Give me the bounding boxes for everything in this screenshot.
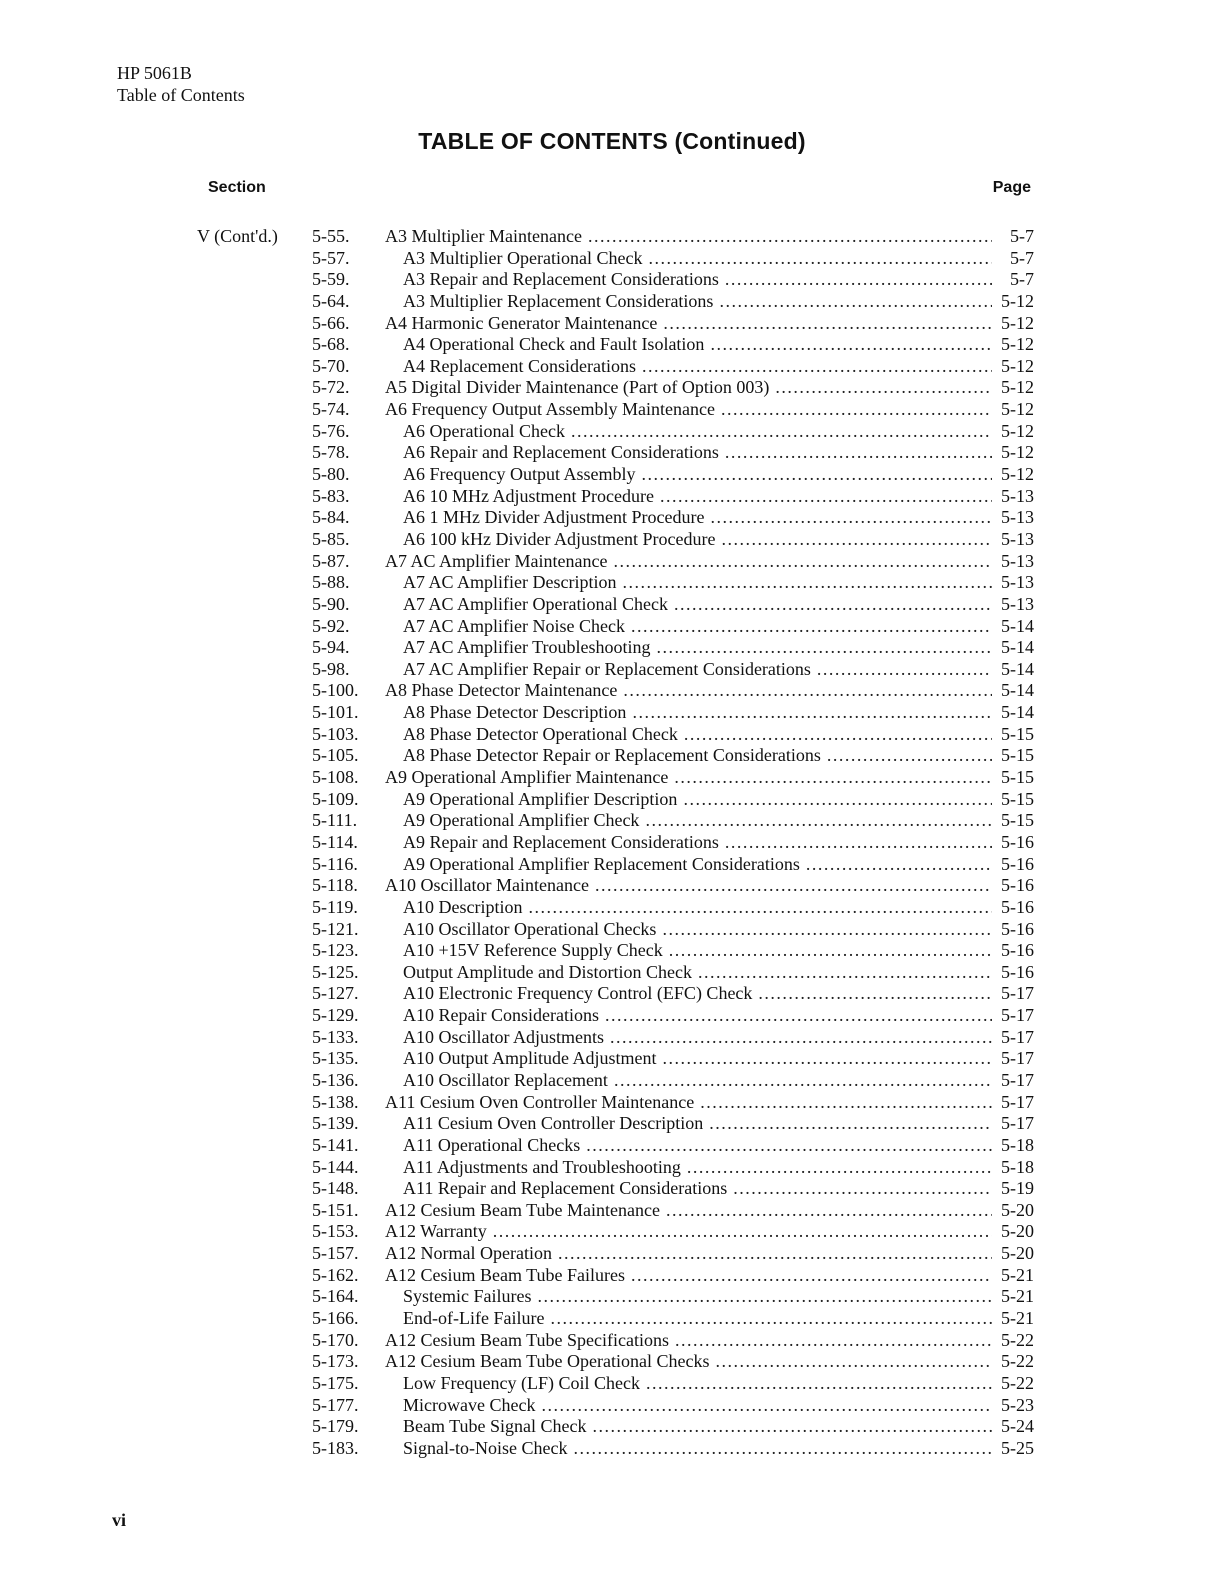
toc-entry-title: A7 AC Amplifier Description [403, 572, 617, 593]
toc-entry[interactable] [312, 702, 1034, 724]
toc-entry-number: 5-78. [312, 442, 350, 463]
toc-entry-number: 5-116. [312, 853, 358, 874]
toc-entry-number: 5-114. [312, 831, 358, 852]
toc-entry-number: 5-141. [312, 1134, 359, 1155]
toc-entry-page: 5-16 [1001, 940, 1034, 961]
page-title: TABLE OF CONTENTS (Continued) [418, 128, 806, 154]
toc-entry-title: A12 Cesium Beam Tube Maintenance [385, 1199, 660, 1220]
dot-leader [641, 464, 992, 486]
toc-entry-page: 5-12 [1001, 420, 1034, 441]
toc-entry[interactable] [312, 1092, 1034, 1114]
dot-leader [605, 1005, 992, 1027]
toc-entry-title: A12 Cesium Beam Tube Specifications [385, 1329, 669, 1350]
dot-leader [610, 1027, 992, 1049]
dot-leader [622, 572, 992, 594]
toc-entry-number: 5-135. [312, 1048, 359, 1069]
toc-entry-page: 5-12 [1001, 290, 1034, 311]
dot-leader [528, 897, 992, 919]
toc-entry-page: 5-15 [1001, 788, 1034, 809]
toc-entry-page: 5-14 [1001, 680, 1034, 701]
toc-entry-number: 5-80. [312, 464, 350, 485]
toc-entry-title: A11 Adjustments and Troubleshooting [403, 1156, 681, 1177]
toc-entry-title: A10 Output Amplitude Adjustment [403, 1048, 657, 1069]
toc-entry-number: 5-111. [312, 810, 358, 831]
toc-entry-title: A8 Phase Detector Description [403, 702, 627, 723]
toc-entry-number: 5-105. [312, 745, 359, 766]
toc-entry-page: 5-17 [1001, 1113, 1034, 1134]
toc-entry-number: 5-127. [312, 983, 359, 1004]
toc-entry[interactable] [312, 745, 1034, 767]
toc-entry-title: A10 +15V Reference Supply Check [403, 940, 663, 961]
dot-leader [631, 616, 992, 638]
toc-entry-page: 5-22 [1001, 1372, 1034, 1393]
dot-leader [571, 421, 992, 443]
dot-leader [632, 702, 992, 724]
toc-entry-page: 5-15 [1001, 810, 1034, 831]
toc-entry-title: A10 Electronic Frequency Control (EFC) Check [403, 983, 753, 1004]
toc-entry[interactable] [312, 1308, 1034, 1330]
toc-entry-page: 5-17 [1001, 983, 1034, 1004]
toc-entry-title: A10 Oscillator Adjustments [403, 1026, 604, 1047]
toc-entry[interactable] [312, 1135, 1034, 1157]
toc-entry-page: 5-13 [1001, 550, 1034, 571]
toc-list [312, 226, 1034, 1460]
toc-entry[interactable] [312, 1243, 1034, 1265]
toc-entry-number: 5-177. [312, 1394, 359, 1415]
toc-entry-page: 5-16 [1001, 875, 1034, 896]
toc-entry-page: 5-15 [1001, 767, 1034, 788]
toc-entry-number: 5-173. [312, 1351, 359, 1372]
toc-entry-number: 5-151. [312, 1199, 359, 1220]
toc-entry-number: 5-183. [312, 1437, 359, 1458]
header-model: HP 5061B [117, 63, 192, 83]
toc-entry[interactable] [312, 1330, 1034, 1352]
toc-entry[interactable] [312, 248, 1034, 270]
toc-entry[interactable] [312, 897, 1034, 919]
page-column-label: Page [992, 179, 1031, 196]
dot-leader [758, 983, 992, 1005]
dot-leader [573, 1438, 992, 1460]
toc-entry[interactable] [312, 291, 1034, 313]
dot-leader [586, 1135, 992, 1157]
toc-entry-page: 5-20 [1001, 1221, 1034, 1242]
toc-entry-page: 5-7 [1010, 269, 1034, 290]
toc-entry[interactable] [312, 1048, 1034, 1070]
toc-entry[interactable] [312, 854, 1034, 876]
toc-entry[interactable] [312, 616, 1034, 638]
toc-entry-page: 5-14 [1001, 615, 1034, 636]
toc-entry-number: 5-84. [312, 507, 350, 528]
toc-entry-title: A7 AC Amplifier Operational Check [403, 593, 668, 614]
dot-leader [806, 854, 992, 876]
toc-entry-title: A7 AC Amplifier Maintenance [385, 550, 608, 571]
toc-entry-page: 5-15 [1001, 723, 1034, 744]
toc-entry[interactable] [312, 789, 1034, 811]
toc-entry-number: 5-109. [312, 788, 359, 809]
toc-entry-title: A12 Cesium Beam Tube Failures [385, 1264, 626, 1285]
toc-entry-page: 5-12 [1001, 377, 1034, 398]
toc-entry-number: 5-72. [312, 377, 350, 398]
toc-entry-page: 5-13 [1001, 528, 1034, 549]
toc-entry[interactable] [312, 1416, 1034, 1438]
toc-entry-title: Signal-to-Noise Check [403, 1437, 568, 1458]
dot-leader [684, 724, 992, 746]
toc-entry-number: 5-90. [312, 593, 350, 614]
toc-entry[interactable] [312, 313, 1034, 335]
toc-entry[interactable] [312, 464, 1034, 486]
toc-entry[interactable] [312, 940, 1034, 962]
toc-entry-title: A11 Cesium Oven Controller Description [403, 1113, 704, 1134]
toc-entry-number: 5-92. [312, 615, 350, 636]
toc-entry-title: A11 Cesium Oven Controller Maintenance [385, 1091, 695, 1112]
toc-entry-title: A6 Repair and Replacement Considerations [403, 442, 719, 463]
toc-entry[interactable] [312, 875, 1034, 897]
toc-entry-page: 5-12 [1001, 464, 1034, 485]
toc-entry-title: A11 Operational Checks [403, 1134, 581, 1155]
toc-entry-title: A3 Multiplier Replacement Considerations [403, 290, 714, 311]
dot-leader [623, 680, 992, 702]
dot-leader [687, 1157, 992, 1179]
toc-entry[interactable] [312, 680, 1034, 702]
toc-entry-title: A8 Phase Detector Repair or Replacement Considerations [403, 745, 821, 766]
toc-entry-number: 5-175. [312, 1372, 359, 1393]
toc-entry-page: 5-7 [1010, 247, 1034, 268]
toc-entry[interactable] [312, 1438, 1034, 1460]
toc-entry-page: 5-17 [1001, 1091, 1034, 1112]
toc-entry-number: 5-179. [312, 1416, 359, 1437]
toc-entry-page: 5-18 [1001, 1134, 1034, 1155]
toc-entry-number: 5-94. [312, 637, 350, 658]
toc-entry-number: 5-83. [312, 485, 350, 506]
toc-entry[interactable] [312, 1265, 1034, 1287]
toc-entry-title: A6 Operational Check [403, 420, 565, 441]
toc-entry-title: A3 Multiplier Operational Check [403, 247, 643, 268]
toc-entry[interactable] [312, 1005, 1034, 1027]
dot-leader [662, 919, 992, 941]
dot-leader [698, 962, 992, 984]
toc-entry-title: A4 Harmonic Generator Maintenance [385, 312, 658, 333]
toc-entry-page: 5-22 [1001, 1351, 1034, 1372]
toc-entry-page: 5-12 [1001, 399, 1034, 420]
toc-entry-number: 5-66. [312, 312, 350, 333]
toc-entry-title: A6 Frequency Output Assembly [403, 464, 636, 485]
toc-entry-number: 5-136. [312, 1069, 359, 1090]
toc-entry[interactable] [312, 594, 1034, 616]
toc-entry-number: 5-138. [312, 1091, 359, 1112]
dot-leader [674, 594, 992, 616]
toc-entry-page: 5-16 [1001, 853, 1034, 874]
toc-entry-title: A4 Operational Check and Fault Isolation [403, 334, 705, 355]
dot-leader [648, 248, 992, 270]
toc-entry-page: 5-13 [1001, 593, 1034, 614]
dot-leader [588, 226, 992, 248]
toc-entry-number: 5-101. [312, 702, 359, 723]
toc-entry-page: 5-21 [1001, 1308, 1034, 1329]
toc-entry[interactable] [312, 659, 1034, 681]
toc-entry-number: 5-166. [312, 1308, 359, 1329]
dot-leader [493, 1221, 992, 1243]
toc-entry-page: 5-20 [1001, 1243, 1034, 1264]
toc-entry-page: 5-12 [1001, 442, 1034, 463]
toc-entry-page: 5-16 [1001, 918, 1034, 939]
dot-leader [660, 486, 992, 508]
toc-entry-title: A8 Phase Detector Operational Check [403, 723, 678, 744]
toc-entry-title: A6 1 MHz Divider Adjustment Procedure [403, 507, 705, 528]
dot-leader [550, 1308, 992, 1330]
toc-entry-page: 5-17 [1001, 1005, 1034, 1026]
toc-entry-number: 5-121. [312, 918, 359, 939]
toc-entry[interactable] [312, 486, 1034, 508]
dot-leader [715, 1351, 992, 1373]
toc-entry-title: A10 Repair Considerations [403, 1005, 599, 1026]
toc-entry-number: 5-57. [312, 247, 350, 268]
toc-entry-number: 5-68. [312, 334, 350, 355]
toc-entry-number: 5-103. [312, 723, 359, 744]
dot-leader [558, 1243, 992, 1265]
section-number: V (Cont'd.) [197, 226, 278, 246]
toc-entry[interactable] [312, 1286, 1034, 1308]
toc-entry[interactable] [312, 919, 1034, 941]
toc-entry[interactable] [312, 442, 1034, 464]
toc-entry-page: 5-21 [1001, 1264, 1034, 1285]
toc-entry-number: 5-129. [312, 1005, 359, 1026]
toc-entry-title: A9 Operational Amplifier Maintenance [385, 767, 669, 788]
dot-leader [666, 1200, 992, 1222]
dot-leader [631, 1265, 992, 1287]
toc-entry-number: 5-170. [312, 1329, 359, 1350]
toc-entry[interactable] [312, 377, 1034, 399]
toc-entry-page: 5-15 [1001, 745, 1034, 766]
toc-entry[interactable] [312, 507, 1034, 529]
dot-leader [683, 789, 992, 811]
dot-leader [719, 291, 992, 313]
dot-leader [674, 767, 992, 789]
toc-entry[interactable] [312, 551, 1034, 573]
toc-entry-title: A6 100 kHz Divider Adjustment Procedure [403, 528, 716, 549]
toc-entry[interactable] [312, 983, 1034, 1005]
toc-entry-title: Beam Tube Signal Check [403, 1416, 587, 1437]
toc-entry[interactable] [312, 1157, 1034, 1179]
toc-entry-title: A7 AC Amplifier Repair or Replacement Considerations [403, 658, 811, 679]
document-header [117, 62, 245, 106]
header-subtitle: Table of Contents [117, 85, 245, 105]
toc-entry-page: 5-12 [1001, 312, 1034, 333]
toc-entry-title: A12 Cesium Beam Tube Operational Checks [385, 1351, 710, 1372]
toc-entry-page: 5-17 [1001, 1026, 1034, 1047]
toc-entry[interactable] [312, 226, 1034, 248]
toc-entry-number: 5-125. [312, 961, 359, 982]
toc-entry[interactable] [312, 269, 1034, 291]
toc-entry-title: A5 Digital Divider Maintenance (Part of Option 003) [385, 377, 770, 398]
toc-entry-number: 5-133. [312, 1026, 359, 1047]
toc-entry[interactable] [312, 1200, 1034, 1222]
toc-entry-title: A9 Operational Amplifier Replacement Considerations [403, 853, 800, 874]
dot-leader [721, 529, 992, 551]
toc-entry[interactable] [312, 399, 1034, 421]
toc-entry-number: 5-148. [312, 1178, 359, 1199]
dot-leader [646, 1373, 992, 1395]
toc-entry-title: A8 Phase Detector Maintenance [385, 680, 618, 701]
toc-entry-number: 5-87. [312, 550, 350, 571]
toc-entry[interactable] [312, 572, 1034, 594]
toc-entry-number: 5-76. [312, 420, 350, 441]
toc-entry-page: 5-17 [1001, 1048, 1034, 1069]
toc-entry-number: 5-119. [312, 896, 358, 917]
toc-entry-title: A3 Multiplier Maintenance [385, 226, 582, 246]
page-number: vi [112, 1510, 127, 1530]
dot-leader [614, 1070, 992, 1092]
dot-leader [725, 832, 992, 854]
toc-entry-page: 5-14 [1001, 658, 1034, 679]
toc-entry-number: 5-59. [312, 269, 350, 290]
toc-entry-title: End-of-Life Failure [403, 1308, 545, 1329]
dot-leader [541, 1395, 992, 1417]
toc-entry-number: 5-74. [312, 399, 350, 420]
section-column-label: Section [208, 179, 266, 196]
toc-entry[interactable] [312, 1221, 1034, 1243]
toc-entry-number: 5-157. [312, 1243, 359, 1264]
toc-entry[interactable] [312, 334, 1034, 356]
toc-entry[interactable] [312, 1178, 1034, 1200]
toc-entry-title: A9 Repair and Replacement Considerations [403, 831, 719, 852]
toc-entry-page: 5-21 [1001, 1286, 1034, 1307]
toc-entry-number: 5-85. [312, 528, 350, 549]
toc-entry-page: 5-17 [1001, 1069, 1034, 1090]
toc-entry-page: 5-7 [1010, 226, 1034, 246]
toc-entry-title: A9 Operational Amplifier Description [403, 788, 678, 809]
toc-entry-page: 5-18 [1001, 1156, 1034, 1177]
dot-leader [710, 334, 992, 356]
dot-leader [595, 875, 992, 897]
toc-entry-page: 5-14 [1001, 702, 1034, 723]
dot-leader [663, 313, 992, 335]
toc-entry[interactable] [312, 832, 1034, 854]
toc-entry-page: 5-25 [1001, 1437, 1034, 1458]
dot-leader [593, 1416, 993, 1438]
toc-entry-number: 5-98. [312, 658, 350, 679]
toc-entry-page: 5-22 [1001, 1329, 1034, 1350]
toc-entry-title: A12 Warranty [385, 1221, 487, 1242]
toc-entry-page: 5-16 [1001, 831, 1034, 852]
toc-entry-title: A12 Normal Operation [385, 1243, 552, 1264]
toc-entry-number: 5-118. [312, 875, 358, 896]
toc-entry[interactable] [312, 1113, 1034, 1135]
dot-leader [645, 810, 992, 832]
dot-leader [827, 745, 992, 767]
dot-leader [709, 1113, 992, 1135]
dot-leader [733, 1178, 992, 1200]
toc-entry-title: A10 Oscillator Replacement [403, 1069, 608, 1090]
dot-leader [710, 507, 992, 529]
toc-entry-title: A6 10 MHz Adjustment Procedure [403, 485, 654, 506]
toc-entry-number: 5-100. [312, 680, 359, 701]
toc-entry-page: 5-12 [1001, 334, 1034, 355]
toc-entry-number: 5-164. [312, 1286, 359, 1307]
toc-entry[interactable] [312, 1070, 1034, 1092]
toc-entry-number: 5-108. [312, 767, 359, 788]
toc-entry-title: A10 Oscillator Maintenance [385, 875, 589, 896]
dot-leader [817, 659, 992, 681]
dot-leader [663, 1048, 992, 1070]
toc-entry-page: 5-19 [1001, 1178, 1034, 1199]
toc-entry-title: A7 AC Amplifier Noise Check [403, 615, 625, 636]
toc-entry-page: 5-14 [1001, 637, 1034, 658]
toc-entry-page: 5-16 [1001, 896, 1034, 917]
toc-entry-number: 5-123. [312, 940, 359, 961]
toc-entry-title: A4 Replacement Considerations [403, 355, 636, 376]
dot-leader [700, 1092, 992, 1114]
toc-entry-title: A11 Repair and Replacement Considerations [403, 1178, 728, 1199]
toc-entry-page: 5-13 [1001, 485, 1034, 506]
dot-leader [657, 637, 992, 659]
toc-entry-page: 5-23 [1001, 1394, 1034, 1415]
toc-entry-page: 5-20 [1001, 1199, 1034, 1220]
toc-entry-title: A10 Oscillator Operational Checks [403, 918, 657, 939]
toc-entry-page: 5-12 [1001, 355, 1034, 376]
toc-entry-title: A9 Operational Amplifier Check [403, 810, 640, 831]
toc-entry-number: 5-55. [312, 226, 350, 246]
toc-entry-number: 5-162. [312, 1264, 359, 1285]
toc-entry-page: 5-13 [1001, 507, 1034, 528]
toc-entry-title: Systemic Failures [403, 1286, 532, 1307]
toc-entry-number: 5-88. [312, 572, 350, 593]
toc-entry[interactable] [312, 1373, 1034, 1395]
toc-entry-title: A6 Frequency Output Assembly Maintenance [385, 399, 715, 420]
dot-leader [725, 269, 992, 291]
toc-entry-number: 5-153. [312, 1221, 359, 1242]
toc-entry[interactable] [312, 1027, 1034, 1049]
toc-entry-title: Microwave Check [403, 1394, 536, 1415]
toc-entry-title: Output Amplitude and Distortion Check [403, 961, 692, 982]
toc-entry[interactable] [312, 529, 1034, 551]
toc-entry[interactable] [312, 1395, 1034, 1417]
toc-entry-number: 5-144. [312, 1156, 359, 1177]
toc-entry-title: Low Frequency (LF) Coil Check [403, 1372, 640, 1393]
toc-entry[interactable] [312, 724, 1034, 746]
toc-entry-number: 5-70. [312, 355, 350, 376]
dot-leader [642, 356, 992, 378]
dot-leader [721, 399, 992, 421]
toc-entry[interactable] [312, 962, 1034, 984]
dot-leader [775, 377, 992, 399]
toc-entry-number: 5-64. [312, 290, 350, 311]
toc-entry-page: 5-13 [1001, 572, 1034, 593]
toc-entry-page: 5-16 [1001, 961, 1034, 982]
toc-entry[interactable] [312, 1351, 1034, 1373]
toc-entry[interactable] [312, 421, 1034, 443]
toc-entry-title: A7 AC Amplifier Troubleshooting [403, 637, 651, 658]
toc-entry[interactable] [312, 810, 1034, 832]
toc-entry[interactable] [312, 767, 1034, 789]
toc-entry-title: A3 Repair and Replacement Considerations [403, 269, 719, 290]
toc-entry-number: 5-139. [312, 1113, 359, 1134]
toc-entry-title: A10 Description [403, 896, 523, 917]
dot-leader [613, 551, 992, 573]
dot-leader [538, 1286, 993, 1308]
dot-leader [725, 442, 992, 464]
toc-entry[interactable] [312, 637, 1034, 659]
toc-entry[interactable] [312, 356, 1034, 378]
dot-leader [675, 1330, 992, 1352]
dot-leader [669, 940, 992, 962]
toc-entry-page: 5-24 [1001, 1416, 1034, 1437]
